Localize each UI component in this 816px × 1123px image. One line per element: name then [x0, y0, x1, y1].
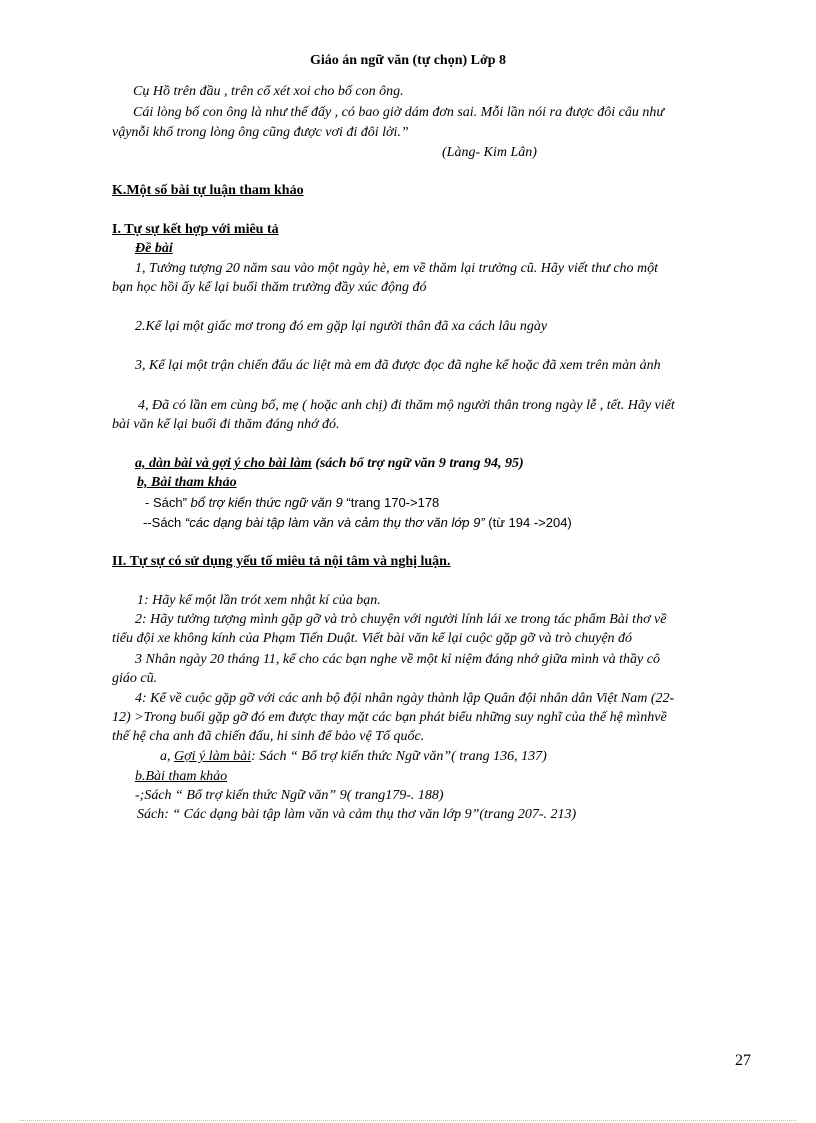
quote-source: (Làng- Kim Lân): [442, 145, 537, 160]
part2-b-ref1: -;Sách “ Bổ trợ kiến thức Ngữ văn” 9( trang179-. 188): [135, 788, 444, 803]
quote-line-3: vậynỗi khổ trong lòng ông cũng được vơi đi đôi lời.”: [112, 125, 409, 140]
part2-q4-line2: 12) >Trong buổi gặp gỡ đó em được thay mặt các bạn phát biểu những suy nghĩ của thế hệ mìnhvề: [112, 710, 667, 725]
part1-q2: 2.Kể lại một giấc mơ trong đó em gặp lại người thân đã xa cách lâu ngày: [135, 319, 548, 334]
part2-a-ref: : Sách “ Bổ trợ kiến thức Ngữ văn”( trang 136, 137): [251, 749, 547, 764]
part2-a-label: Gợi ý làm bài: [174, 749, 252, 764]
part1-b-label: b, Bài tham khảo: [137, 475, 237, 490]
ref1-book: bổ trợ kiến thức ngữ văn 9: [190, 495, 343, 510]
footer-divider: [20, 1120, 796, 1121]
part2-q4-line1: 4: Kể về cuộc gặp gỡ với các anh bộ đội nhân ngày thành lập Quân đội nhân dân Việt Nam (22-: [135, 691, 675, 706]
quote-line-2: Cái lòng bố con ông là như thế đấy , có bao giờ dám đơn sai. Mỗi lần nói ra được đôi câu như: [133, 105, 665, 120]
part-1-title: I. Tự sự kết hợp với miêu tả: [112, 222, 279, 237]
ref2-book: “các dạng bài tập làm văn và cảm thụ thơ văn lớp 9”: [184, 515, 485, 530]
part2-q3-line1: 3 Nhân ngày 20 tháng 11, kể cho các bạn nghe về một kỉ niệm đáng nhớ giữa mình và thầy cô: [135, 652, 660, 667]
page-header: Giáo án ngữ văn (tự chọn) Lớp 8: [309, 53, 507, 68]
part2-b-ref2: Sách: “ Các dạng bài tập làm văn và cảm thụ thơ văn lớp 9”(trang 207-. 213): [137, 807, 577, 822]
part1-q1-line2: bạn học hồi ấy kể lại buổi thăm trường đầy xúc động đó: [112, 280, 427, 295]
part1-a-ref: (sách bổ trợ ngữ văn 9 trang 94, 95): [315, 456, 524, 471]
part2-q2-line1: 2: Hãy tưởng tượng mình gặp gỡ và trò chuyện với người lính lái xe trong tác phẩm Bài thơ về: [135, 612, 667, 627]
part1-q4-line1: 4, Đã có lần em cùng bố, mẹ ( hoặc anh chị) đi thăm mộ người thân trong ngày lễ , tết. Hãy viết: [138, 398, 675, 413]
section-k-title: K.Một số bài tự luận tham khảo: [112, 183, 304, 198]
part-2-title: II. Tự sự có sử dụng yếu tố miêu tả nội tâm và nghị luận.: [112, 554, 451, 569]
ref1-pages: “trang 170->178: [346, 495, 440, 510]
ref1-prefix: - Sách”: [145, 495, 187, 510]
part1-q1-line1: 1, Tưởng tượng 20 năm sau vào một ngày hè, em về thăm lại trường cũ. Hãy viết thư cho một: [135, 261, 659, 276]
part1-b-ref2: [143, 514, 572, 532]
page-number: 27: [735, 1052, 751, 1069]
part2-b-label: b.Bài tham khảo: [135, 769, 228, 784]
part2-q3-line2: giáo cũ.: [112, 671, 158, 686]
part1-q4-line2: bài văn kể lại buổi đi thăm đáng nhớ đó.: [112, 417, 340, 432]
part1-b-ref1: [145, 494, 439, 512]
part1-a-label: a, dàn bài và gợi ý cho bài làm: [135, 456, 312, 471]
part2-a-prefix: a,: [160, 749, 171, 764]
part2-a-row: [160, 748, 547, 766]
part2-q2-line2: tiểu đội xe không kính của Phạm Tiến Duật. Viết bài văn kể lại cuộc gặp gỡ và trò chuyện đó: [112, 631, 633, 646]
part2-q1: 1: Hãy kể một lần trót xem nhật kí của bạn.: [137, 593, 381, 608]
de-bai-heading: Đề bài: [135, 241, 173, 256]
ref2-prefix: --Sách: [143, 515, 182, 530]
quote-line-1: Cụ Hồ trên đầu , trên cổ xét xoi cho bố con ông.: [133, 84, 404, 99]
part1-a-row: [135, 455, 524, 473]
part1-q3: 3, Kể lại một trận chiến đấu ác liệt mà em đã được đọc đã nghe kể hoặc đã xem trên màn ảnh: [135, 358, 661, 373]
ref2-pages: (từ 194 ->204): [488, 515, 572, 530]
part2-q4-line3: thế hệ cha anh đã chiến đấu, hi sinh để bảo vệ Tổ quốc.: [112, 729, 425, 744]
